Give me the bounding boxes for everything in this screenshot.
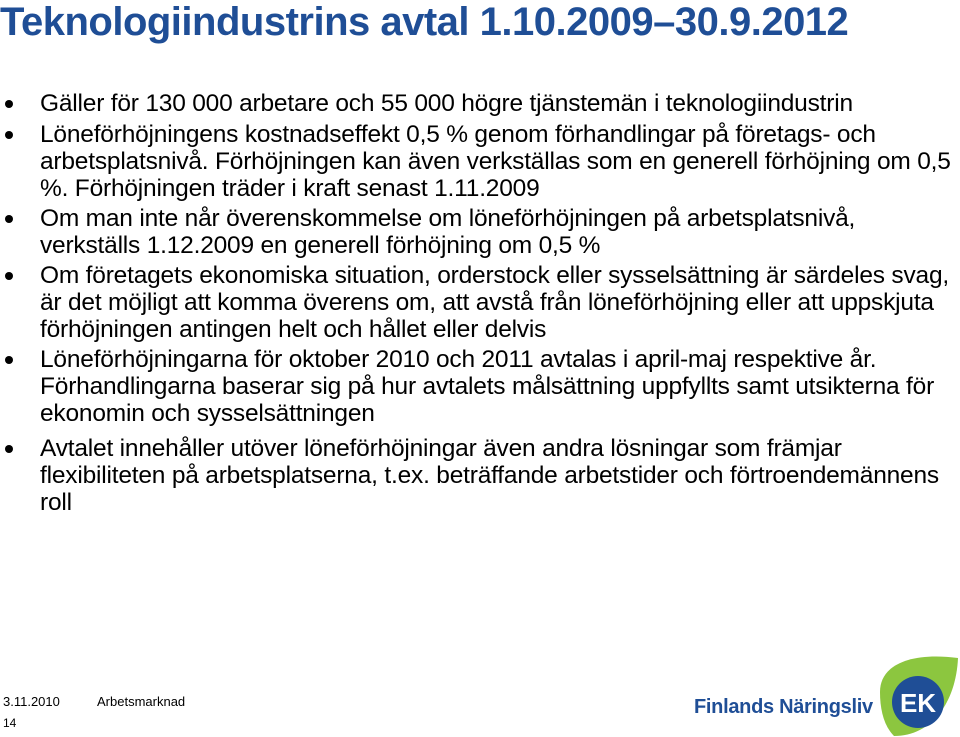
bullet-dot-icon (5, 100, 13, 108)
bullet-item (0, 121, 960, 202)
bullet-dot-icon (5, 215, 13, 223)
slide-title: Teknologiindustrins avtal 1.10.2009–30.9.2012 (0, 0, 849, 44)
logo-mark-text: EK (899, 688, 937, 718)
bullet-dot-icon (5, 131, 13, 139)
bullet-text: Om man inte når överenskommelse om löneförhöjningen på arbetsplatsnivå, verkställs 1.12.2009 en generell förhöjning om 0,5 % (40, 205, 856, 259)
bullet-text: Löneförhöjningens kostnadseffekt 0,5 % genom förhandlingar på företags- och arbetsplatsnivå. Förhöjningen kan även verkställas som en generell förhöjning om 0,5 %. Förhöjningen träder i kraft senast 1.11.2009 (40, 121, 951, 202)
bullet-item (0, 262, 960, 343)
bullet-item (0, 90, 960, 117)
bullet-item (0, 435, 960, 516)
ek-logo-icon (872, 652, 960, 737)
bullet-dot-icon (5, 445, 13, 453)
bullet-text: Avtalet innehåller utöver löneförhöjningar även andra lösningar som främjar flexibiliteten på arbetsplatserna, t.ex. beträffande arbetstider och förtroendemännens roll (40, 435, 939, 516)
bullet-item (0, 346, 960, 427)
bullet-list (0, 90, 960, 524)
bullet-text: Om företagets ekonomiska situation, orderstock eller sysselsättning är särdeles svag, är det möjligt att komma överens om, att avstå från löneförhöjning eller att uppskjuta förhöjningen antingen helt och hållet eller delvis (40, 262, 949, 343)
org-name: Finlands Näringsliv (694, 696, 873, 718)
bullet-text: Gäller för 130 000 arbetare och 55 000 högre tjänstemän i teknologiindustrin (40, 90, 853, 117)
bullet-dot-icon (5, 272, 13, 280)
bullet-dot-icon (5, 356, 13, 364)
footer-date: 3.11.2010 (3, 694, 60, 709)
page-number: 14 (3, 716, 17, 730)
bullet-text: Löneförhöjningarna för oktober 2010 och 2011 avtalas i april-maj respektive år. Förhandlingarna baserar sig på hur avtalets målsättning uppfyllts samt utsikterna för ekonomin och sysselsättningen (40, 346, 935, 427)
footer-topic: Arbetsmarknad (97, 694, 186, 709)
bullet-item (0, 205, 960, 259)
